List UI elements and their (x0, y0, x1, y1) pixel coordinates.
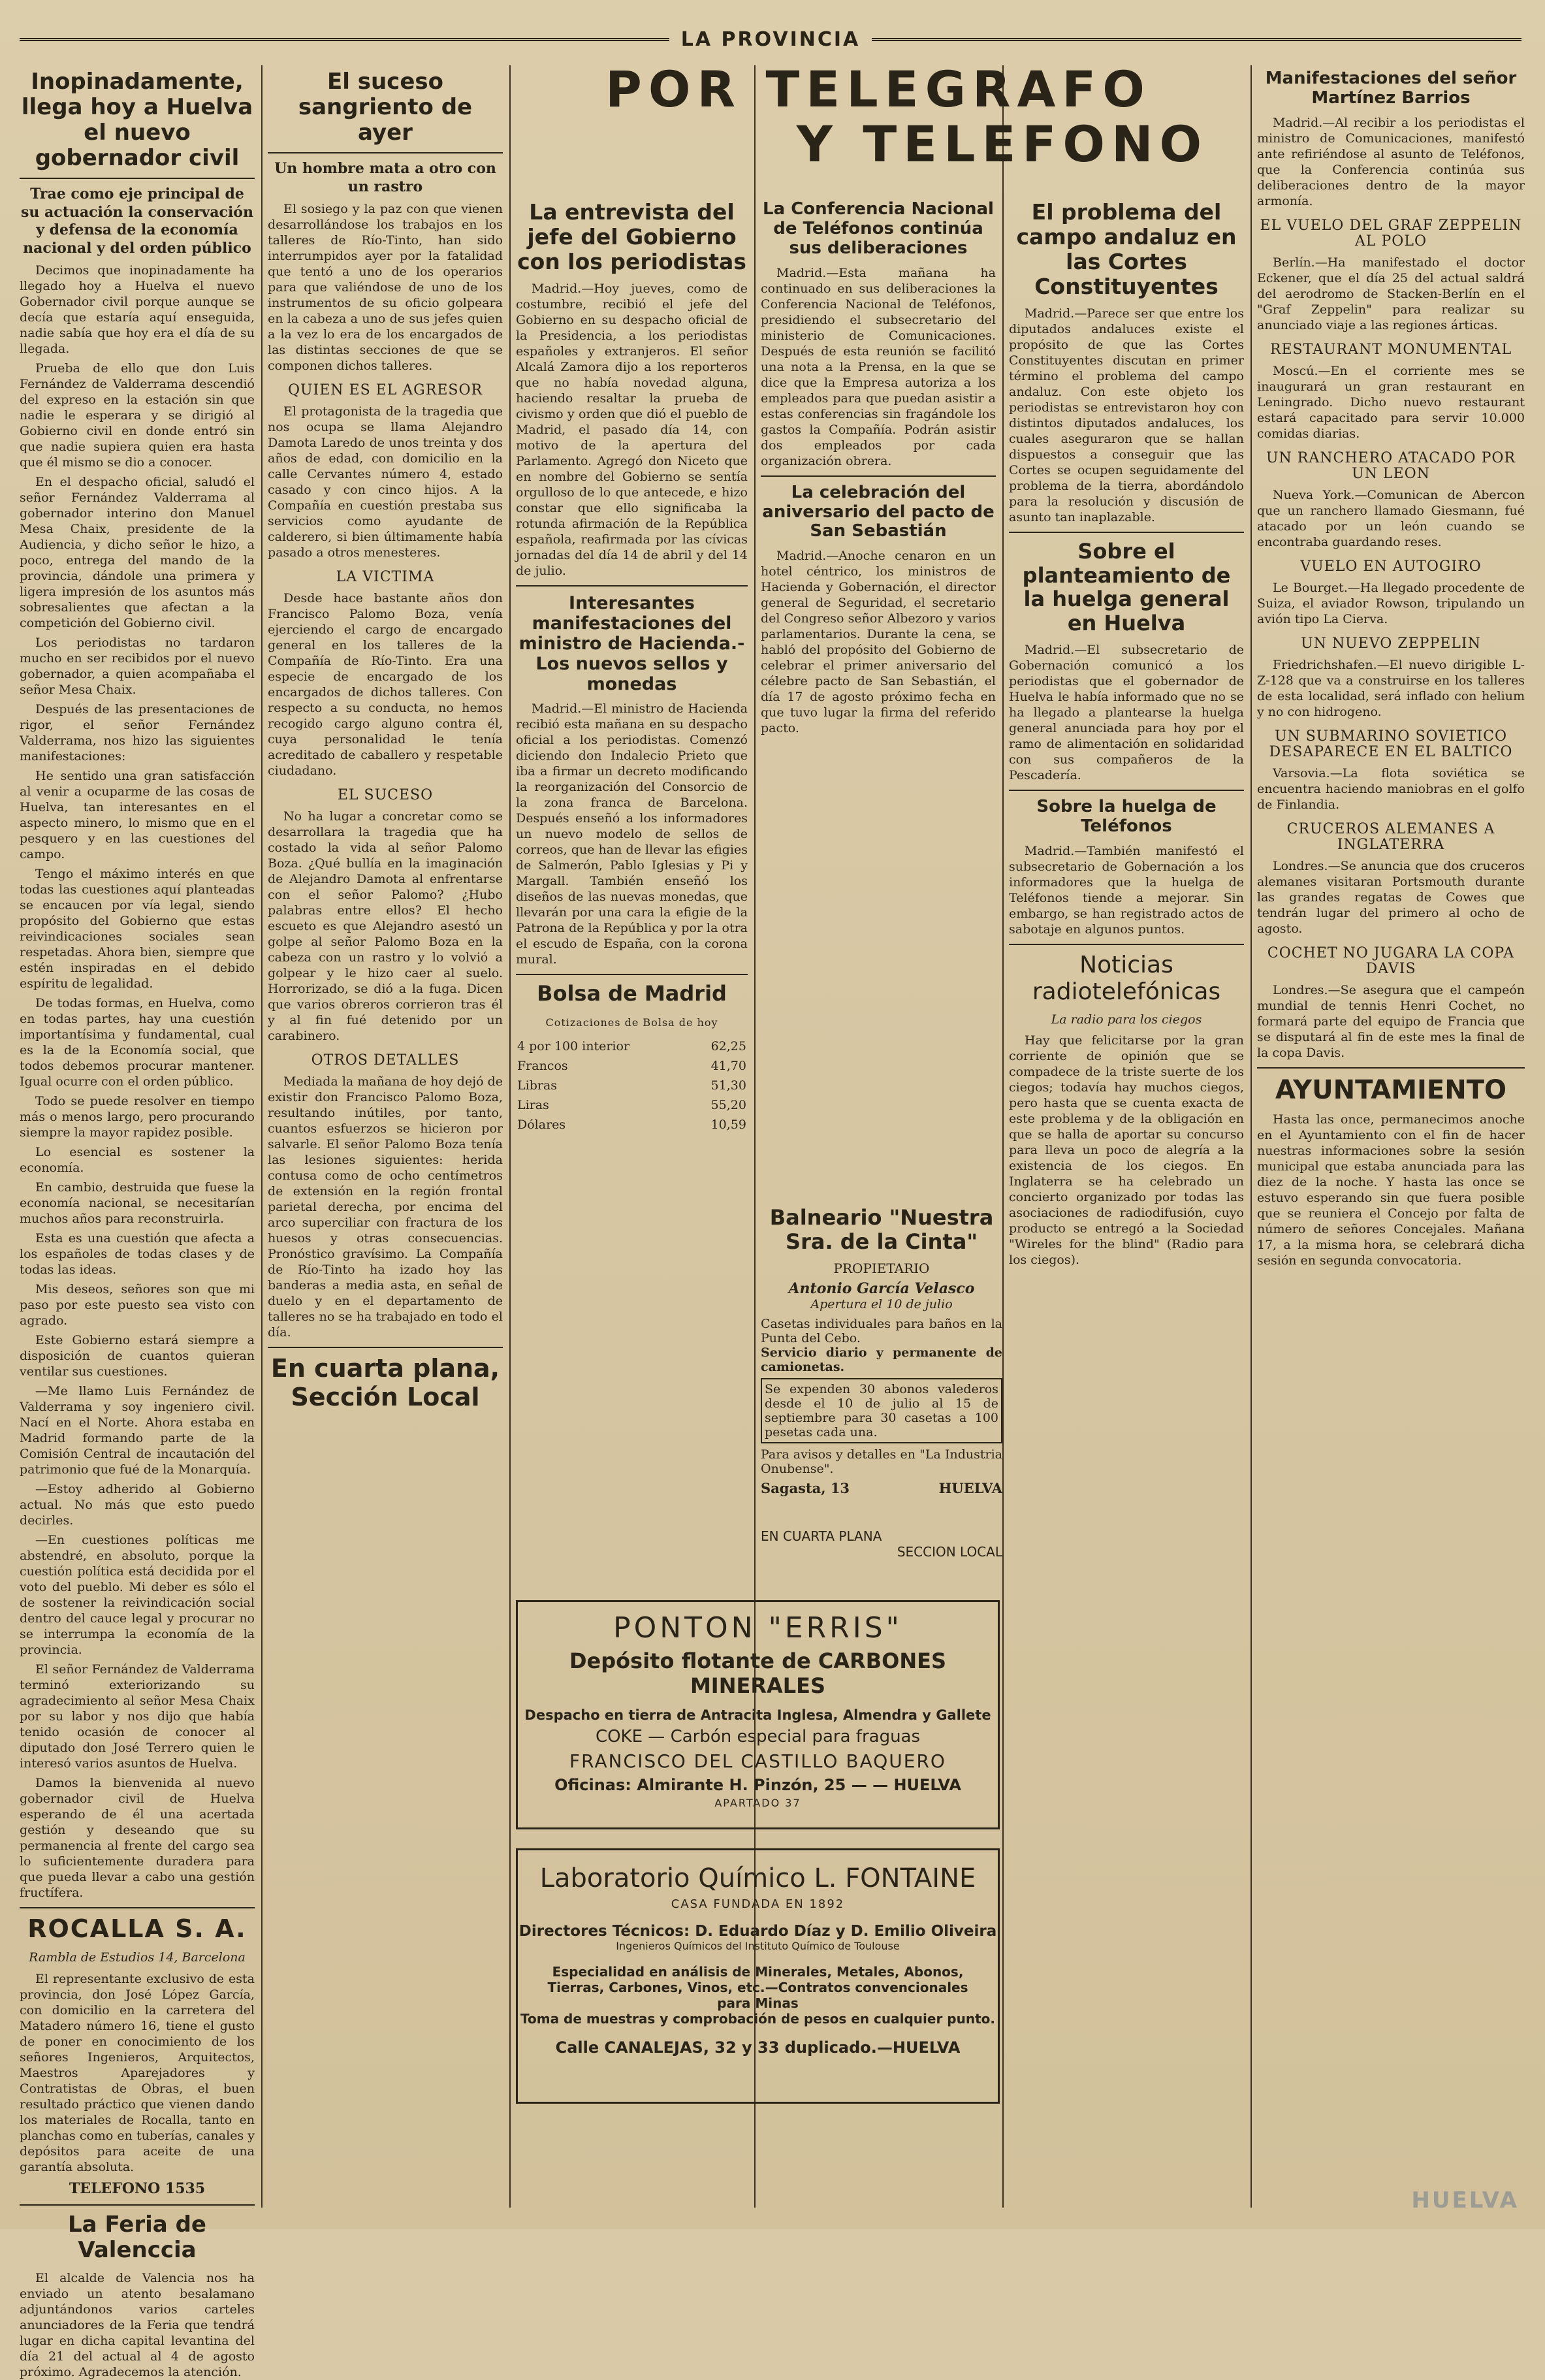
aniversario-body: Madrid.—Anoche cenaron en un hotel céntrico, los ministros de Hacienda y Gobernación, el director general de Seguridad, el secretario del Congreso señor Albezoro y varios parlamentarios. Durante la cena, se habló del propósito del Gobierno de celebrar el primer aniversario del célebre pacto de San Sebastián, el día 17 de agosto próximo fecha en que tuvo lugar la firma del referido pacto. (761, 549, 996, 736)
balneario-line: Casetas individuales para baños en la Punta del Cebo. (761, 1316, 1002, 1345)
headline-conferencia: La Conferencia Nacional de Teléfonos continúa sus deliberaciones (763, 199, 994, 258)
subhead-gobernador: Trae como eje principal de su actuación la conservación y defensa de la economía nacional y del orden público (21, 185, 253, 257)
section-body: Mediada la mañana de hoy dejó de existir don Francisco Palomo Boza, resultando inútiles, por tanto, cuantos esfuerzos se hicieron por salvarle. El señor Palomo Boza tenía las lesiones siguientes: herida contusa como de ocho centímetros de extensión en la región frontal parietal derecha, por encima del arco superciliar con fractura de los huesos y otras consecuencias. Pronóstico gravísimo. La Compañía de Río-Tinto ha izado hoy las banderas a media asta, en señal de duelo y en el departamento de talleres no se ha trabajado en todo el día. (268, 1074, 503, 1340)
article-paragraph: En el despacho oficial, saludó el señor Fernández Valderrama al gobernador interino don Manuel Mesa Chaix, presidente de la Audiencia, y dicho señor le hizo, a poco, entrega del mando de la provincia, dándole una primera y ligera impresión de los asuntos más sobresalientes que afectan a la competición del Gobierno civil. (20, 475, 255, 631)
section-title: EL SUCESO (337, 787, 434, 804)
ponton-line: COKE — Carbón especial para fraguas (595, 1727, 921, 1746)
section-body: El protagonista de la tragedia que nos ocupa se llama Alejandro Damota Laredo de unos treinta y dos años de edad, con domicilio en la calle Cervantes número 4, estado casado y con cinco hijos. A la Compañía en cuestión prestaba sus servicios como ayudante de calderero, si bien últimamente había pasado a otros menesteres. (268, 404, 503, 560)
lab-line: Especialidad en análisis de Minerales, Metales, Abonos, Tierras, Carbones, Vinos, etc.—Contratos convencionales para Minas (547, 1964, 968, 2011)
table-row: Liras 55,20 (517, 1097, 746, 1112)
banner-line-1: POR TELEGRAFO (605, 60, 1151, 118)
bolsa-title: Bolsa de Madrid (537, 981, 727, 1006)
ayuntamiento-body: Hasta las once, permanecimos anoche en el Ayuntamiento con el fin de hacer nuestras informaciones sobre la sesión municipal que estaba anunciada para las diez de la noche. Y hasta las once se estuvo esperando sin que fuera posible que se reuniera el Concejo por falta de número de señores Concejales. Mañana 17, a la misma hora, se celebrará dicha sesión en segunda convocatoria. (1257, 1112, 1525, 1268)
article-paragraph: En cambio, destruida que fuese la economía nacional, se necesitarían muchos años para reconstruirla. (20, 1180, 255, 1227)
masthead-rule-left (20, 38, 669, 41)
article-paragraph: Damos la bienvenida al nuevo gobernador civil de Huelva esperando de él una acertada gestión y deseando que su permanencia al frente del cargo sea lo suficientemente duradera para que pueda llevar a cabo una gestión fructífera. (20, 1776, 255, 1901)
article-paragraph: De todas formas, en Huelva, como en todas partes, hay una cuestión importantísima y fundamental, cual es la de la Economía social, que todos debemos procurar mantener. Igual ocurre con el orden público. (20, 996, 255, 1089)
column-2 (268, 65, 503, 2214)
column-divider (509, 65, 511, 2208)
suceso-intro: El sosiego y la paz con que vienen desarrollándose los trabajos en los talleres de Río-Tinto, han sido interrumpidos ayer por la fatalidad que tentó a uno de los operarios para que valiéndose de uno de los instrumentos de su oficio golpeara en la cabeza a uno de sus jefes quien a la vez lo era de los encargados de las distintas secciones de que se componen dichos talleres. (268, 202, 503, 374)
balneario-owner: Antonio García Velasco (788, 1279, 975, 1297)
section-body: Berlín.—Ha manifestado el doctor Eckener, que el día 25 del actual saldrá del aerodromo de Stacken-Berlín en el "Graf Zeppelin" para realizar su anunciado viaje a las regiones árticas. (1257, 255, 1525, 332)
section-title: UN NUEVO ZEPPELIN (1301, 635, 1481, 652)
masthead-title: LA PROVINCIA (680, 27, 861, 51)
section-title: CRUCEROS ALEMANES A INGLATERRA (1286, 820, 1495, 853)
article-paragraph: Lo esencial es sostener la economía. (20, 1145, 255, 1176)
section-title: UN RANCHERO ATACADO POR UN LEON (1266, 449, 1516, 482)
article-paragraph: Prueba de ello que don Luis Fernández de Valderrama descendió del expreso en la estación sin que nadie le esperara y se dirigió al Gobierno civil en donde entró sin que nadie supiera quien era hasta que él mismo se dio a conocer. (20, 361, 255, 470)
rocalla-body: El representante exclusivo de esta provincia, don José López García, con domicilio en la carretera del Matadero número 16, tiene el gusto de poner en conocimiento de los señores Ingenieros, Arquitectos, Maestros Aparejadores y Contratistas de Obras, el buen resultado práctico que vienen dando los materiales de Rocalla, tanto en planchas como en tuberías, canales y depósitos para aceite de una garantía absoluta. (20, 1971, 255, 2174)
article-paragraph: Decimos que inopinadamente ha llegado hoy a Huelva el nuevo Gobernador civil porque aunque se decía que estaría aquí enseguida, nadie sabía que hoy era el día de su llegada. (20, 263, 255, 357)
table-row: Libras 51,30 (517, 1078, 746, 1093)
lab-subtitle: Ingenieros Químicos del Instituto Químico de Toulouse (616, 1940, 900, 1952)
section-body: Desde hace bastante años don Francisco Palomo Boza, venía ejerciendo el cargo de encargado general en los talleres de la Compañía de Río-Tinto. Era una especie de encargado de los encargados de dichos talleres. Con respecto a su conducta, no hemos recogido cargo alguno contra él, cuya personalidad le tenía acreditado de caballero y respetable ciudadano. (268, 591, 503, 779)
balneario-name: Balneario "Nuestra Sra. de la Cinta" (769, 1205, 994, 1254)
ponton-line: APARTADO 37 (714, 1797, 801, 1809)
column-1 (20, 65, 255, 2379)
headline-huelga-general: Sobre el planteamiento de la huelga general en Huelva (1022, 538, 1231, 636)
rocalla-phone: TELEFONO 1535 (69, 2179, 206, 2197)
section-title: OTROS DETALLES (311, 1052, 460, 1069)
section-body: Varsovia.—La flota soviética se encuentra haciendo maniobras en el golfo de Finlandia. (1257, 765, 1525, 812)
headline-telefonos: Sobre la huelga de Teléfonos (1036, 796, 1217, 836)
hacienda-body: Madrid.—El ministro de Hacienda recibió esta mañana en su despacho oficial a los periodistas. Comenzó diciendo don Indalecio Prieto que iba a firmar un decreto modificando la reorganización del Consorcio de la zona franca de Barcelona. Después enseñó a los informadores un nuevo modelo de sellos de correos, que han de llevar las efigies de Salmerón, Pablo Iglesias y Pi y Margall. También enseñó los diseños de las nuevas monedas, que llevarán por una cara la efigie de la Patrona de la República y por la otra el escudo de España, con la corona mural. (516, 701, 748, 967)
headline-gobernador: Inopinadamente, llega hoy a Huelva el nuevo gobernador civil (21, 69, 253, 172)
article-paragraph: Después de las presentaciones de rigor, el señor Fernández Valderrama, nos hizo las siguientes manifestaciones: (20, 702, 255, 764)
rocalla-address: Rambla de Estudios 14, Barcelona (29, 1950, 246, 1965)
lab-founded: CASA FUNDADA EN 1892 (671, 1897, 845, 1911)
article-paragraph: —Estoy adherido al Gobierno actual. No más que esto puedo decirles. (20, 1482, 255, 1528)
section-body: Nueva York.—Comunican de Abercon que un ranchero llamado Giesmann, fué atacado por un león cuando se encontraba guardando reses. (1257, 487, 1525, 549)
balneario-line: Para avisos y detalles en "La Industria Onubense". (761, 1447, 1002, 1476)
section-body: Le Bourget.—Ha llegado procedente de Suiza, el aviador Rowson, tripulando un avión tipo La Cierva. (1257, 580, 1525, 626)
conferencia-body: Madrid.—Esta mañana ha continuado en sus deliberaciones la Conferencia Nacional de Teléfonos, presidiendo el subsecretario del ministerio de Comunicaciones. Después de esta reunión se facilitó una nota a la Prensa, en la que se dice que la Empresa autoriza a los empleados para que puedan asistir a estas conferencias sin fragándole los gastos la Compañía. Podrán asistir dos empleados por cada organización obrera. (761, 265, 996, 468)
subhead-radio: La radio para los ciegos (1051, 1012, 1202, 1027)
balneario-address: Sagasta, 13 (761, 1479, 850, 1496)
section-title: VUELO EN AUTOGIRO (1300, 558, 1482, 575)
bolsa-caption: Cotizaciones de Bolsa de hoy (545, 1016, 718, 1029)
section-title: RESTAURANT MONUMENTAL (1269, 341, 1512, 358)
headline-campo: El problema del campo andaluz en las Cortes Constituyentes (1016, 199, 1237, 299)
ad-laboratorio-fontaine (516, 1848, 1000, 2104)
cuarta-line-1: EN CUARTA PLANA (761, 1528, 882, 1544)
balneario-line: Se expenden 30 abonos valederos desde el 10 de julio al 15 de septiembre para 30 casetas a 100 pesetas cada una. (761, 1378, 1002, 1443)
rocalla-title: ROCALLA S. A. (27, 1914, 247, 1944)
cuarta-line-2: SECCION LOCAL (897, 1544, 1002, 1560)
section-body: Londres.—Se asegura que el campeón mundial de tennis Henri Cochet, no formará parte del equipo de Francia que se disputará al fin de este mes la final de la copa Davis. (1257, 982, 1525, 1060)
masthead (20, 26, 1521, 52)
section-title: COCHET NO JUGARA LA COPA DAVIS (1267, 944, 1515, 977)
table-row: Dólares 10,59 (517, 1117, 746, 1132)
table-row: 4 por 100 interior 62,25 (517, 1038, 746, 1053)
article-paragraph: —En cuestiones políticas me abstendré, en absoluto, porque la cuestión política está decidida por el voto del pueblo. Mi deber es sólo el de sostener la reivindicación social dentro del cauce legal y procurar no se interrumpa la economía de la provincia. (20, 1533, 255, 1658)
table-row: Francos 41,70 (517, 1058, 746, 1073)
section-body: Friedrichshafen.—El nuevo dirigible L-Z-128 que va a construirse en los talleres de esta localidad, será inflado con helium y no con hidrogeno. (1257, 657, 1525, 719)
banner-telegrafo (509, 62, 1247, 173)
section-body: Moscú.—En el corriente mes se inaugurará un gran restaurant en Leningrado. Dicho nuevo restaurant estará capacitado para servir 10.000 comidas diarias. (1257, 363, 1525, 441)
section-body: No ha lugar a concretar como se desarrollara la tragedia que ha costado la vida al señor Palomo Boza. ¿Qué bullía en la imaginación de Alejandro Damota al enfrentarse con el señor Palomo? ¿Hubo palabras entre ellos? El hecho escueto es que Alejandro asestó un golpe al señor Palomo Boza en la cabeza con un rastro y lo volvió a golpear y le hizo caer al suelo. Horrorizado, se dió a la fuga. Dicen que varios obreros corrieron tras él y al fin fué detenido por un carabinero. (268, 809, 503, 1044)
ponton-line: Despacho en tierra de Antracita Inglesa, Almendra y Gallete (524, 1707, 991, 1723)
masthead-rule-right (872, 38, 1521, 41)
huelga-general-body: Madrid.—El subsecretario de Gobernación comunicó a los periodistas que el gobernador de Huelva le había informado que no se ha llegado a plantearse la huelga general anunciada para hoy por el ramo de alimentación en solidaridad con sus compañeros de la Pescadería. (1009, 642, 1244, 782)
column-4 (761, 196, 996, 1176)
ponton-line: Oficinas: Almirante H. Pinzón, 25 — — HUELVA (554, 1776, 961, 1794)
lab-line: Toma de muestras y comprobación de pesos en cualquier punto. (520, 2011, 995, 2027)
article-paragraph: Esta es una cuestión que afecta a los españoles de todas clases y de todas las ideas. (20, 1231, 255, 1278)
section-title: EL VUELO DEL GRAF ZEPPELIN AL POLO (1260, 217, 1522, 249)
article-paragraph: Todo se puede resolver en tiempo más o menos largo, pero procurando siempre la mayor rapidez posible. (20, 1094, 255, 1140)
headline-hacienda: Interesantes manifestaciones del ministro de Hacienda.-Los nuevos sellos y monedas (518, 592, 745, 694)
column-divider (1250, 65, 1252, 2208)
lab-directors: Directores Técnicos: D. Eduardo Díaz y D. Emilio Oliveira (518, 1923, 997, 1940)
banner-line-2: Y TELEFONO (796, 115, 1209, 173)
balneario-opening: Apertura el 10 de julio (810, 1296, 953, 1311)
headline-aniversario: La celebración del aniversario del pacto de San Sebastián (762, 482, 995, 541)
headline-feria: La Feria de Valenccia (68, 2211, 206, 2264)
column-5 (1009, 196, 1244, 1554)
footer-cuarta-plana: En cuarta plana, Sección Local (270, 1354, 500, 1411)
headline-entrevista: La entrevista del jefe del Gobierno con los periodistas (517, 199, 746, 274)
balneario-label: PROPIETARIO (833, 1260, 930, 1276)
ponton-line: FRANCISCO DEL CASTILLO BAQUERO (569, 1750, 946, 1772)
column-3 (516, 196, 748, 1437)
ponton-tagline: Depósito flotante de CARBONES MINERALES (569, 1648, 947, 1698)
article-paragraph: —Me llamo Luis Fernández de Valderrama y soy ingeniero civil. Nací en el Norte. Ahora estaba en Madrid formando parte de la Comisión Central de incautación del patrimonio que fué de la Monarquía. (20, 1384, 255, 1477)
headline-ayuntamiento: AYUNTAMIENTO (1275, 1074, 1506, 1105)
article-paragraph: El señor Fernández de Valderrama terminó exteriorizando su agradecimiento al señor Mesa Chaix por su labor y nos dijo que había tenido ocasión de conocer al diputado don José Terrero quien le interesó varios asuntos de Huelva. (20, 1662, 255, 1771)
watermark-logo: HUELVA (1411, 2187, 1519, 2213)
campo-body: Madrid.—Parece ser que entre los diputados andaluces existe el propósito de que las Cortes Constituyentes discutan en primer término el problema del campo andaluz. Con este objeto los periodistas se entrevistaron hoy con distintos diputados andaluces, los cuales aseguraron que se hallan dispuestos a conseguir que las Cortes se ocupen seguidamente del problema de la tierra, abordándolo para la resolución y discusión de asunto tan inaplazable. (1009, 306, 1244, 524)
headline-martinez-barrios: Manifestaciones del señor Martínez Barrios (1265, 69, 1517, 108)
balneario-line: Servicio diario y permanente de camionetas. (761, 1345, 1002, 1374)
martinez-barrios-body: Madrid.—Al recibir a los periodistas el ministro de Comunicaciones, manifestó ante refiriéndose al asunto de Teléfonos, que la Conferencia continúa sus deliberaciones dentro de la mayor armonía. (1257, 115, 1525, 208)
ad-ponton-erris (516, 1600, 1000, 1829)
column-divider (1002, 65, 1004, 2208)
section-title: QUIEN ES EL AGRESOR (287, 382, 483, 399)
entrevista-body: Madrid.—Hoy jueves, como de costumbre, recibió el jefe del Gobierno en su despacho oficial de la Presidencia, a los periodistas españoles y extranjeros. El señor Alcalá Zamora dijo a los reporteros que no había novedad alguna, haciendo resaltar la prueba de civismo y orden que dió el pueblo de Madrid, el pasado día 14, con motivo de la apertura del Parlamento. Agregó don Niceto que en nombre del Gobierno se sentía orgulloso de lo que antecede, e hizo constar que ello significaba la rotunda afirmación de la República española, reafirmada por las cívicas jornadas del día 14 de abril y del 14 de julio. (516, 281, 748, 578)
lab-address: Calle CANALEJAS, 32 y 33 duplicado.—HUELVA (555, 2038, 961, 2057)
article-paragraph: Mis deseos, señores son que mi paso por este puesto sea visto con agrado. (20, 1282, 255, 1328)
article-paragraph: Este Gobierno estará siempre a disposición de cuantos quieran ventilar sus cuestiones. (20, 1333, 255, 1379)
telefonos-body: Madrid.—También manifestó el subsecretario de Gobernación a los informadores que la huelga de Teléfonos tiende a mejorar. Sin embargo, se han registrado actos de sabotaje en algunos puntos. (1009, 843, 1244, 937)
feria-body: El alcalde de Valencia nos ha enviado un atento besalamano adjuntándonos varios carteles anunciadores de la Feria que tendrá lugar en dicha capital levantina del día 21 del actual al 4 de agosto próximo. Agradecemos la atención. (20, 2270, 255, 2379)
article-paragraph: Tengo el máximo interés en que todas las cuestiones aquí planteadas se encaucen por vía legal, siendo propósito del Gobierno que estas reivindicaciones sociales sean respetadas. Ahora bien, siempre que estén inspiradas en el debido espíritu de legalidad. (20, 867, 255, 991)
headline-radio: Noticias radiotelefónicas (1032, 951, 1221, 1006)
section-body: Londres.—Se anuncia que dos cruceros alemanes visitaran Portsmouth durante las grandes regatas de Cowes que tendrán lugar del primero al ocho de agosto. (1257, 858, 1525, 936)
section-title: LA VICTIMA (336, 569, 435, 586)
ponton-name: PONTON "ERRIS" (613, 1611, 902, 1645)
subhead-suceso: Un hombre mata a otro con un rastro (274, 160, 496, 195)
section-title: UN SUBMARINO SOVIETICO DESAPARECE EN EL BALTICO (1269, 728, 1513, 760)
headline-suceso: El suceso sangriento de ayer (298, 69, 473, 146)
balneario-city: HUELVA (938, 1479, 1002, 1496)
article-paragraph: Los periodistas no tardaron mucho en ser recibidos por el nuevo gobernador, a quien acompañaba el señor Mesa Chaix. (20, 635, 255, 698)
radio-body: Hay que felicitarse por la gran corriente de opinión que se compadece de la triste suerte de los ciegos; todavía hay muchos ciegos, pero hasta que se cuenta exacta de este problema y de la obligación en que se halla de aportar su concurso para lleva un poco de alegría a la existencia de los ciegos. En Inglaterra se ha celebrado un concierto organizado por todas las asociaciones de radiodifusión, cuyo producto se entregó a la Sociedad "Wireles for the blind" (Radio para los ciegos). (1009, 1033, 1244, 1268)
bolsa-table (516, 1036, 748, 1135)
ad-balneario (761, 1202, 1002, 1515)
ad-cuarta-plana (761, 1528, 1002, 1568)
column-divider (261, 65, 263, 2208)
lab-name: Laboratorio Químico L. FONTAINE (539, 1863, 976, 1893)
article-paragraph: He sentido una gran satisfacción al venir a ocuparme de las cosas de Huelva, tan interesantes en el aspecto minero, lo mismo que en el pesquero y en las cuestiones del campo. (20, 769, 255, 862)
column-6 (1257, 65, 1525, 2214)
